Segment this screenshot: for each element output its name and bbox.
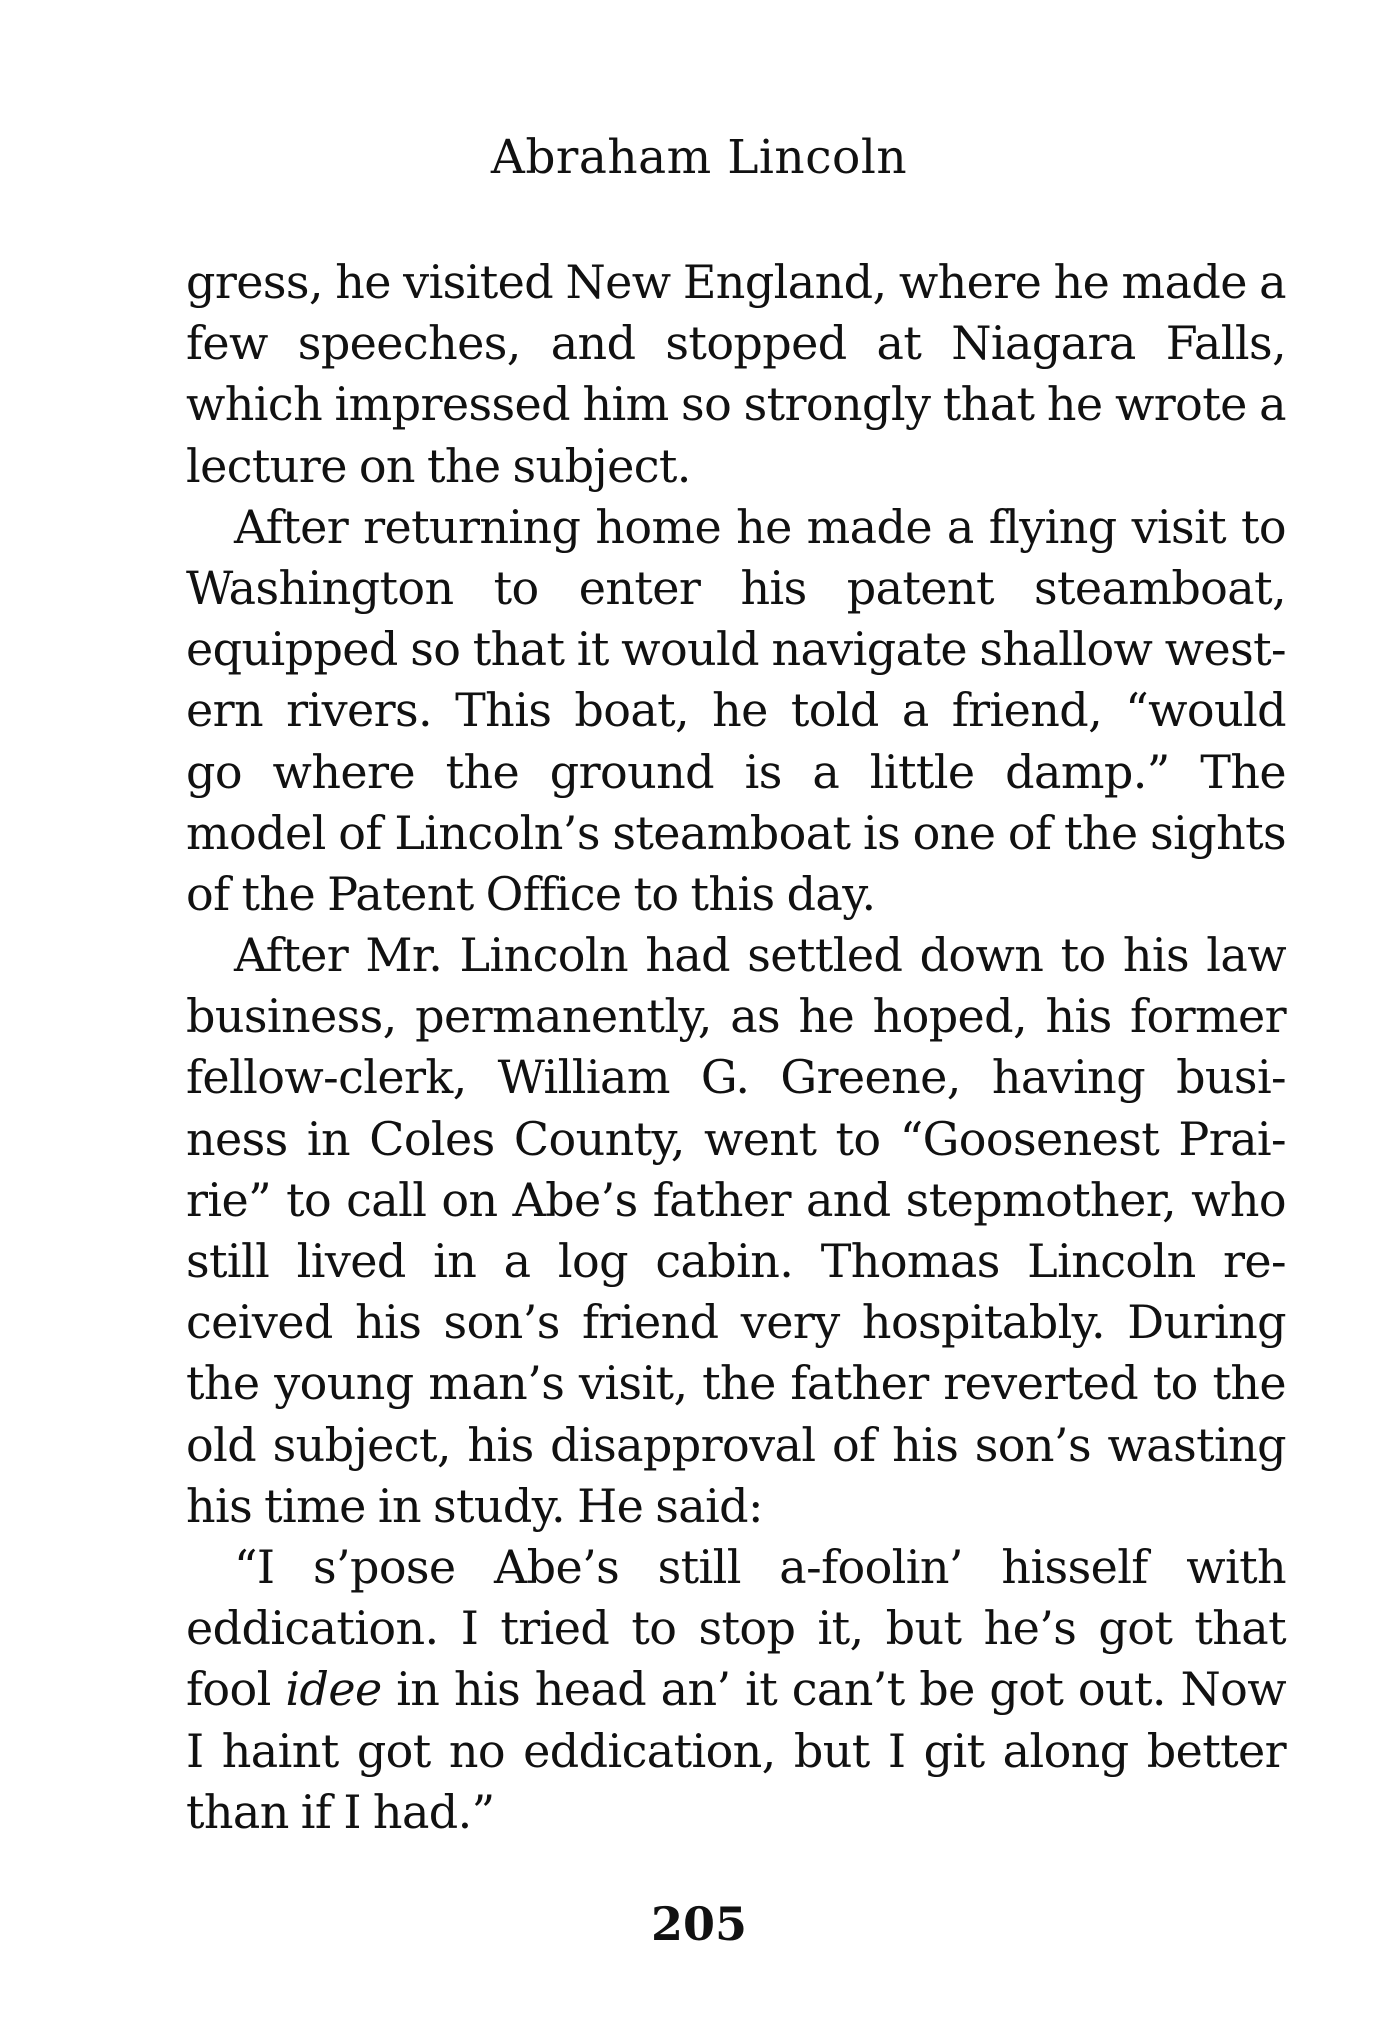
text-line: ness in Coles County, went to “Goosenest Prai- bbox=[186, 1111, 1286, 1166]
text-segment: in his head an’ it can’t be got out. Now bbox=[381, 1662, 1286, 1717]
text-segment: fool bbox=[186, 1662, 286, 1717]
text-line: model of Lincoln’s steamboat is one of the sights bbox=[186, 805, 1286, 860]
text-line: “I s’pose Abe’s still a-foolin’ hisself with bbox=[234, 1539, 1286, 1594]
paragraph bbox=[186, 925, 1286, 1537]
text-line: business, permanently, as he hoped, his former bbox=[186, 989, 1286, 1044]
text-line: After Mr. Lincoln had settled down to his law bbox=[234, 928, 1286, 983]
text-line: eddication. I tried to stop it, but he’s got that bbox=[186, 1601, 1286, 1656]
text-line: After returning home he made a flying visit to bbox=[234, 499, 1286, 554]
running-head: Abraham Lincoln bbox=[490, 130, 908, 185]
quotation-paragraph bbox=[186, 1537, 1286, 1843]
text-line: lecture on the subject. bbox=[186, 438, 691, 493]
body-text bbox=[186, 252, 1286, 1843]
text-line: rie” to call on Abe’s father and stepmother, who bbox=[186, 1172, 1286, 1227]
text-line: which impressed him so strongly that he wrote a bbox=[186, 377, 1286, 432]
text-line: go where the ground is a little damp.” The bbox=[186, 744, 1286, 799]
text-line: ceived his son’s friend very hospitably. During bbox=[186, 1295, 1286, 1350]
paragraph bbox=[186, 497, 1286, 925]
text-line: the young man’s visit, the father reverted to the bbox=[186, 1356, 1286, 1411]
italic-word: idee bbox=[285, 1662, 382, 1717]
text-line: still lived in a log cabin. Thomas Lincoln re- bbox=[186, 1234, 1286, 1288]
text-line: fellow-clerk, William G. Greene, having busi- bbox=[186, 1050, 1286, 1105]
text-line-with-italic bbox=[186, 1659, 1286, 1720]
text-line: equipped so that it would navigate shallow west- bbox=[186, 622, 1286, 677]
text-line: few speeches, and stopped at Niagara Falls, bbox=[186, 316, 1286, 371]
page-number: 205 bbox=[650, 1897, 748, 1951]
text-line: than if I had.” bbox=[186, 1784, 495, 1839]
text-line: gress, he visited New England, where he made a bbox=[186, 255, 1286, 309]
text-line: I haint got no eddication, but I git along better bbox=[186, 1723, 1286, 1778]
text-line: his time in study. He said: bbox=[186, 1478, 763, 1533]
text-line: ern rivers. This boat, he told a friend, “would bbox=[186, 683, 1286, 738]
paragraph bbox=[186, 252, 1286, 497]
text-line: Washington to enter his patent steamboat, bbox=[186, 560, 1286, 615]
text-line: of the Patent Office to this day. bbox=[186, 866, 876, 921]
text-line: old subject, his disapproval of his son’s wasting bbox=[186, 1417, 1286, 1472]
